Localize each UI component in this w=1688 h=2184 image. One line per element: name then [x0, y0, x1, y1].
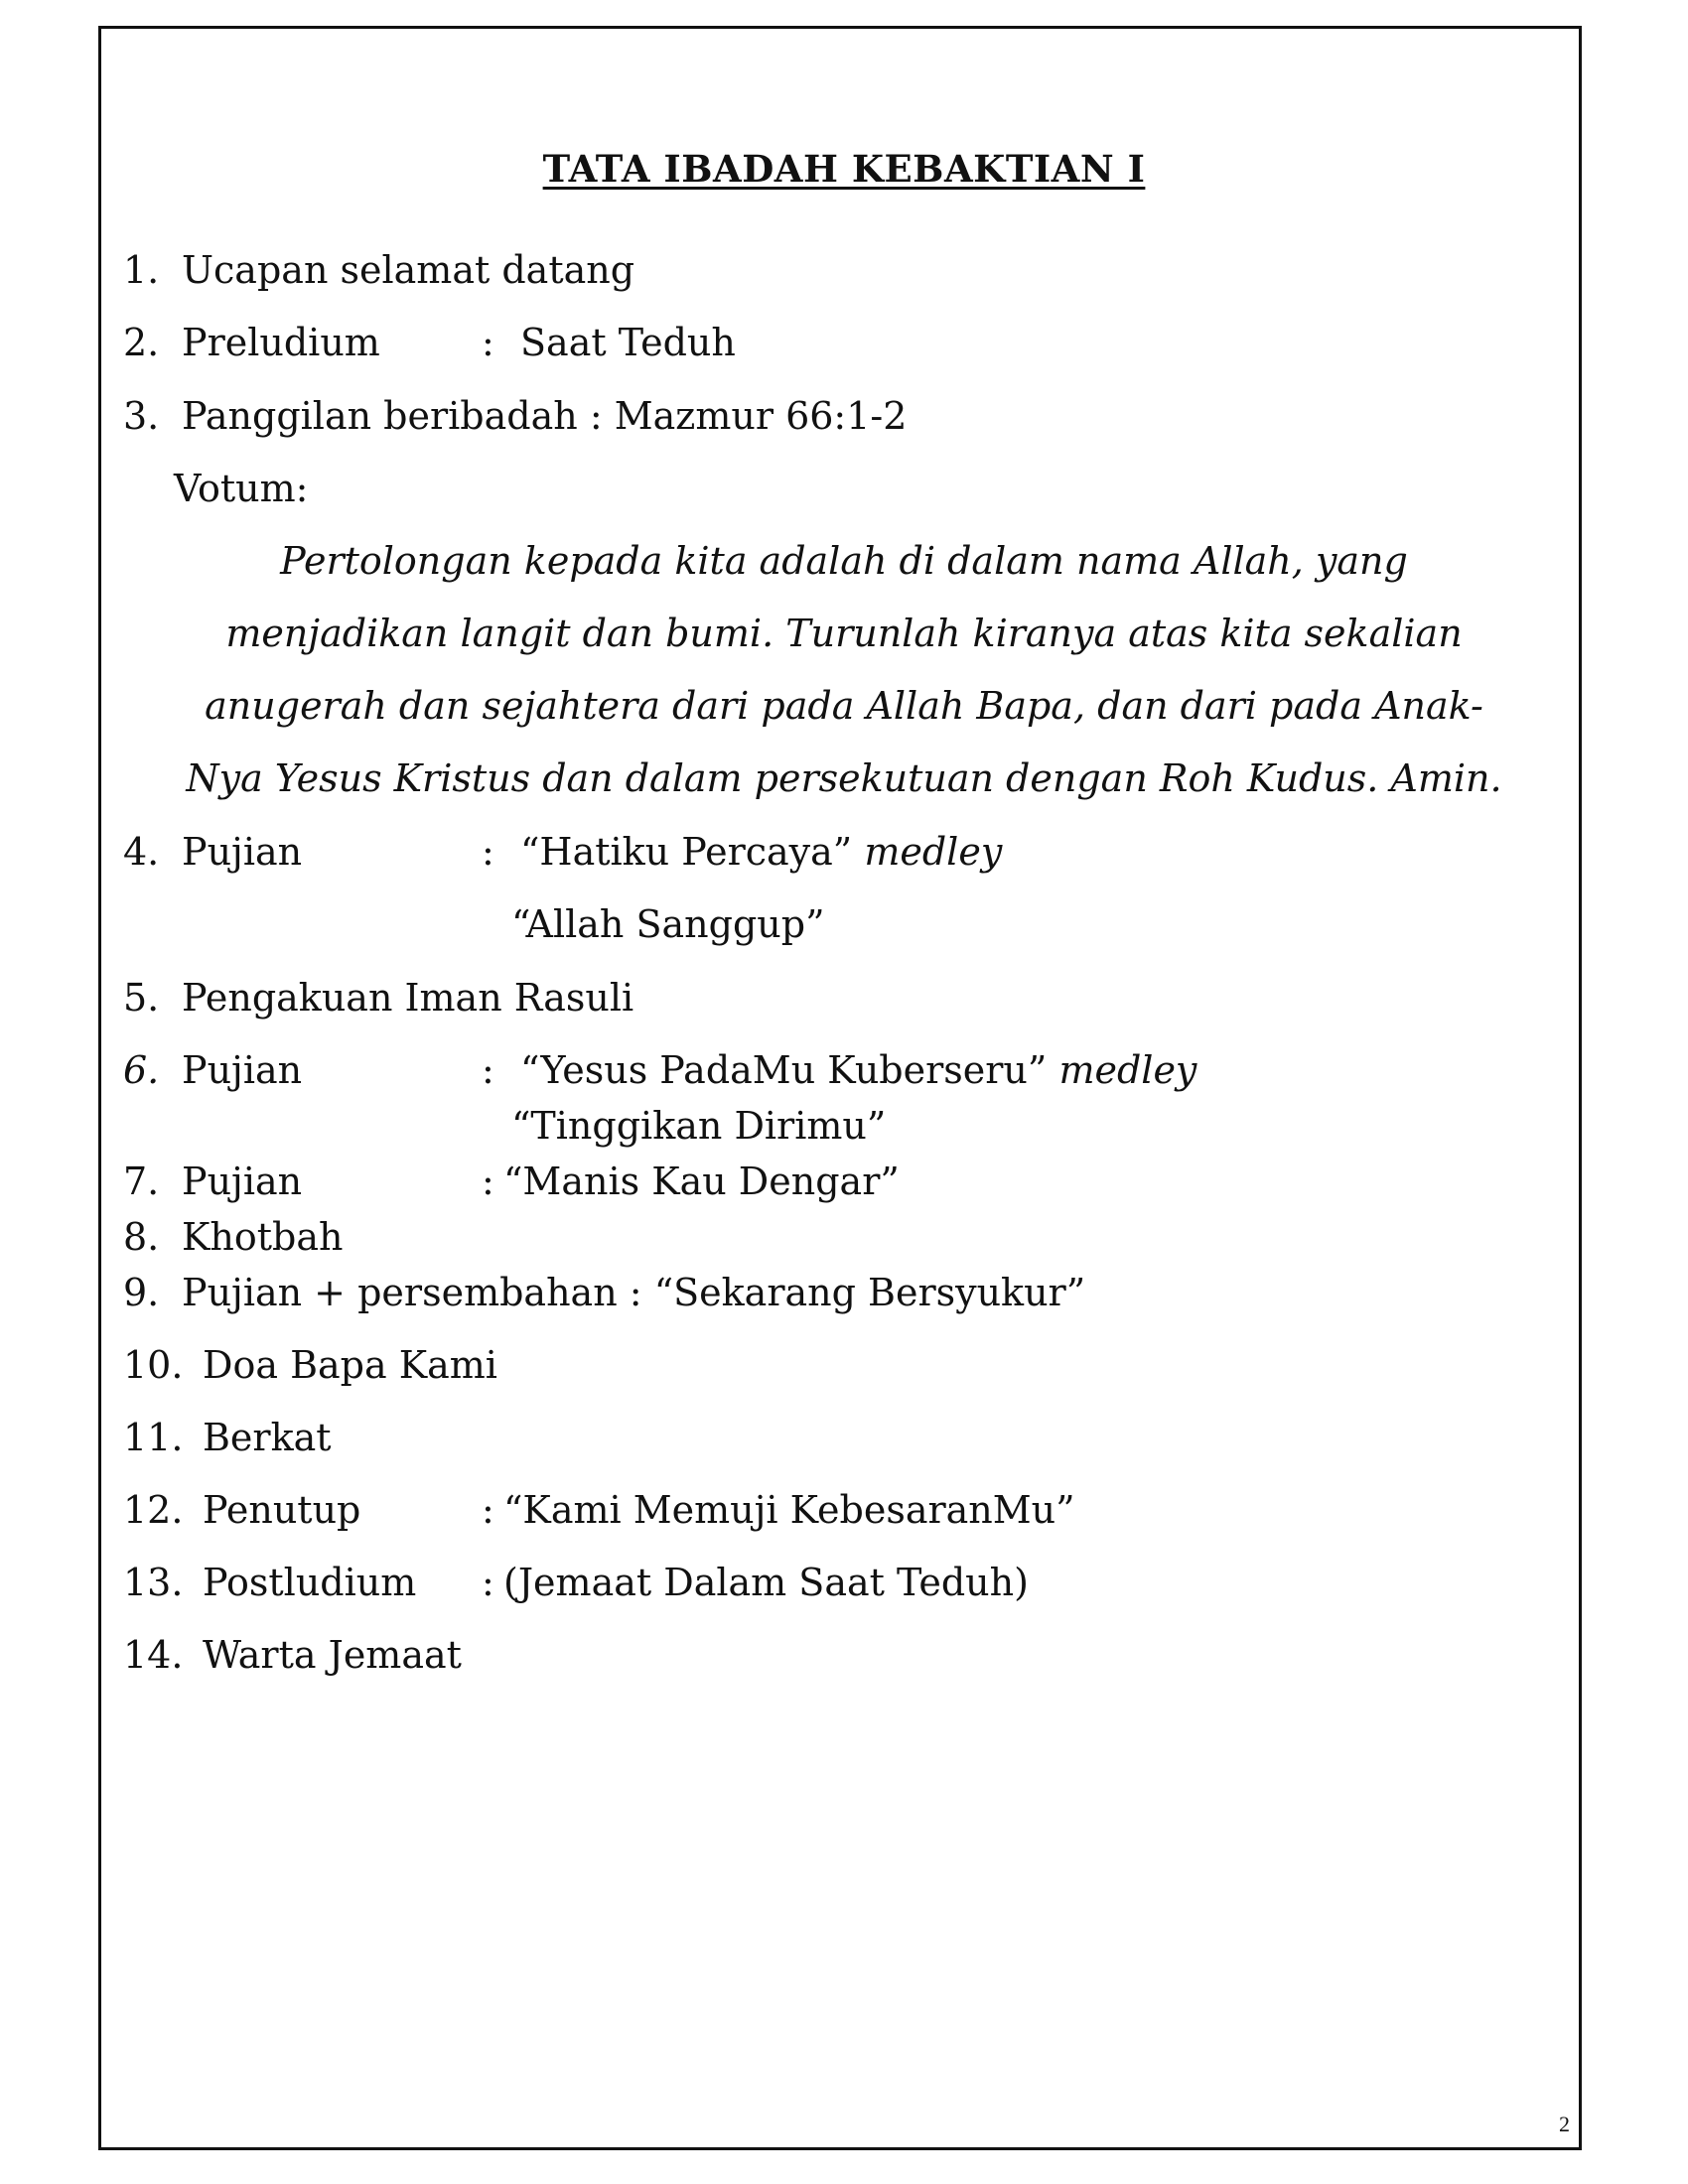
item-label: Pujian — [182, 1048, 303, 1092]
item-separator: : — [482, 1488, 494, 1532]
item-label: Doa Bapa Kami — [203, 1343, 497, 1387]
item-separator: : — [589, 394, 603, 438]
list-item — [123, 830, 1002, 874]
item-label: Warta Jemaat — [203, 1633, 462, 1677]
item-label: Khotbah — [182, 1215, 344, 1259]
item-number: 7. — [123, 1160, 160, 1203]
list-item — [123, 1488, 1075, 1532]
item-label: Penutup — [203, 1488, 361, 1532]
votum-label: Votum: — [174, 467, 309, 510]
item-label: Pujian + persembahan — [182, 1271, 618, 1314]
votum-line: anugerah dan sejahtera dari pada Allah Bapa, dan dari pada Anak- — [205, 684, 1483, 728]
list-item — [123, 394, 907, 438]
item-label: Preludium — [182, 321, 380, 364]
item-number: 9. — [123, 1271, 160, 1314]
list-item — [123, 248, 634, 292]
item-label: Pengakuan Iman Rasuli — [182, 976, 634, 1020]
item-number: 3. — [123, 394, 160, 438]
item-number: 10. — [123, 1343, 184, 1387]
votum-line: menjadikan langit dan bumi. Turunlah kiranya atas kita sekalian — [225, 612, 1463, 655]
item-label: Panggilan beribadah — [182, 394, 578, 438]
list-item — [123, 976, 633, 1020]
item-separator: : — [482, 1160, 494, 1203]
item-number: 6. — [123, 1048, 160, 1092]
item-separator: : — [482, 321, 494, 364]
list-item — [123, 1048, 1196, 1092]
list-item — [123, 1271, 1085, 1314]
item-separator: : — [482, 1561, 494, 1604]
list-item — [123, 1215, 343, 1259]
item-number: 4. — [123, 830, 160, 874]
list-item-continuation — [511, 902, 825, 946]
list-item — [123, 1561, 1029, 1604]
item-value: “Hatiku Percaya” — [520, 830, 853, 874]
item-extra: medley — [1058, 1048, 1197, 1092]
votum-line: Nya Yesus Kristus dan dalam persekutuan dengan Roh Kudus. Amin. — [186, 756, 1502, 800]
item-value: Saat Teduh — [520, 321, 736, 364]
item-value: “Sekarang Bersyukur” — [653, 1271, 1086, 1314]
item-value: “Allah Sanggup” — [511, 902, 825, 946]
item-value: “Manis Kau Dengar” — [503, 1160, 900, 1203]
votum-line: Pertolongan kepada kita adalah di dalam nama Allah, yang — [280, 539, 1408, 583]
item-value: “Kami Memuji KebesaranMu” — [503, 1488, 1075, 1532]
list-item — [123, 1416, 332, 1459]
item-separator: : — [629, 1271, 642, 1314]
document-title: TATA IBADAH KEBAKTIAN I — [542, 147, 1146, 191]
item-label: Ucapan selamat datang — [182, 248, 635, 292]
item-number: 2. — [123, 321, 160, 364]
item-label: Postludium — [203, 1561, 417, 1604]
list-item — [123, 1343, 497, 1387]
list-item — [123, 1633, 462, 1677]
item-number: 13. — [123, 1561, 184, 1604]
item-value: (Jemaat Dalam Saat Teduh) — [503, 1561, 1029, 1604]
item-number: 11. — [123, 1416, 184, 1459]
item-separator: : — [482, 1048, 494, 1092]
item-value: “Tinggikan Dirimu” — [511, 1104, 887, 1148]
item-number: 12. — [123, 1488, 184, 1532]
item-number: 1. — [123, 248, 160, 292]
item-extra: medley — [864, 830, 1003, 874]
item-number: 8. — [123, 1215, 160, 1259]
list-item — [123, 1160, 900, 1203]
list-item — [123, 321, 736, 364]
item-separator: : — [482, 830, 494, 874]
item-value: Mazmur 66:1-2 — [614, 394, 908, 438]
list-item-continuation — [511, 1104, 886, 1148]
item-label: Pujian — [182, 830, 303, 874]
item-value: “Yesus PadaMu Kuberseru” — [520, 1048, 1048, 1092]
item-number: 14. — [123, 1633, 184, 1677]
item-label: Berkat — [203, 1416, 332, 1459]
item-number: 5. — [123, 976, 160, 1020]
page-number: 2 — [1559, 2112, 1570, 2136]
item-label: Pujian — [182, 1160, 303, 1203]
